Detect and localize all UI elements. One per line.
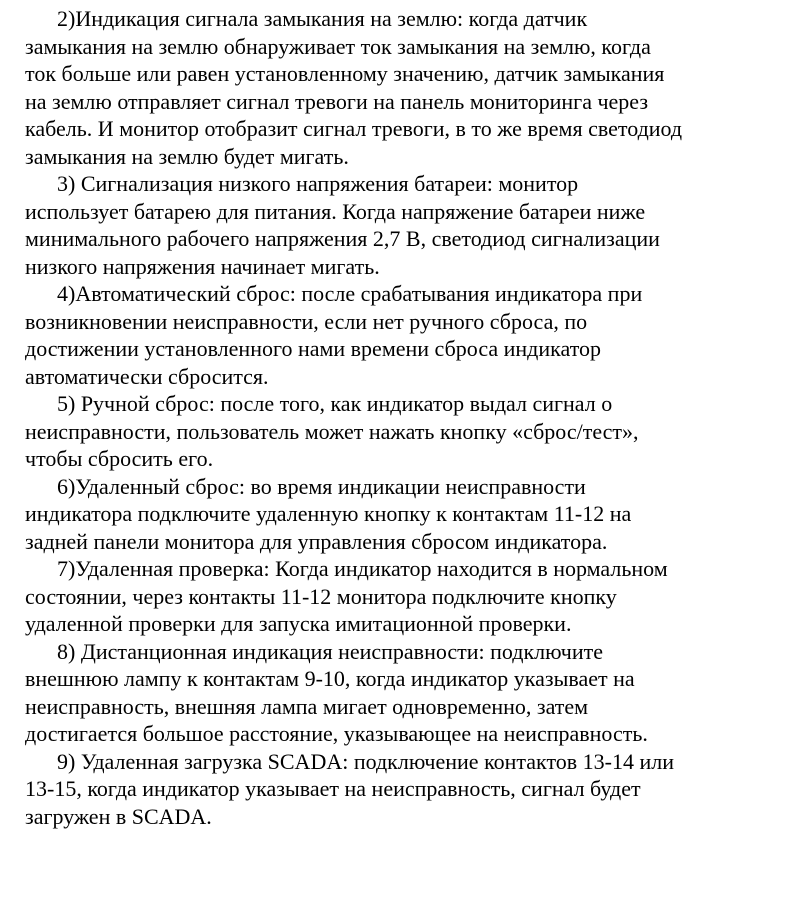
text-line: минимального рабочего напряжения 2,7 В, светодиод сигнализации — [25, 226, 660, 251]
text-line: низкого напряжения начинает мигать. — [25, 253, 380, 279]
text-line: чтобы сбросить его. — [25, 446, 214, 471]
text-line: на землю отправляет сигнал тревоги на панель мониторинга через — [25, 88, 649, 114]
text-line: использует батарею для питания. Когда напряжение батареи ниже — [25, 198, 646, 224]
text-line: ток больше или равен установленному значению, датчик замыкания — [25, 61, 665, 86]
text-line: автоматически сбросится. — [25, 363, 269, 389]
paragraph-item-3 — [25, 170, 781, 280]
text-line: 13-15, когда индикатор указывает на неисправность, сигнал будет — [25, 776, 641, 801]
document-body — [25, 5, 781, 830]
text-line: 6)Удаленный сброс: во время индикации неисправности — [57, 473, 586, 499]
paragraph-item-7 — [25, 555, 781, 638]
text-line: возникновении неисправности, если нет ручного сброса, по — [25, 308, 588, 334]
paragraph-item-2 — [25, 5, 781, 170]
text-line: достижении установленного нами времени сброса индикатор — [25, 336, 602, 361]
text-line: 4)Автоматический сброс: после срабатывания индикатора при — [57, 281, 643, 306]
text-line: 7)Удаленная проверка: Когда индикатор находится в нормальном — [57, 556, 668, 581]
text-line: загружен в SCADA. — [25, 803, 212, 829]
text-line: 3) Сигнализация низкого напряжения батареи: монитор — [57, 171, 579, 196]
text-line: неисправность, внешняя лампа мигает одновременно, затем — [25, 693, 589, 719]
text-line: внешнюю лампу к контактам 9-10, когда индикатор указывает на — [25, 666, 635, 691]
text-line: 2)Индикация сигнала замыкания на землю: когда датчик — [57, 6, 588, 31]
text-line: удаленной проверки для запуска имитационной проверки. — [25, 611, 572, 636]
text-line: состоянии, через контакты 11-12 монитора подключите кнопку — [25, 583, 617, 609]
paragraph-item-5 — [25, 390, 781, 473]
text-line: кабель. И монитор отобразит сигнал тревоги, в то же время светодиод — [25, 116, 683, 141]
text-line: 8) Дистанционная индикация неисправности: подключите — [57, 638, 603, 664]
text-line: достигается большое расстояние, указывающее на неисправность. — [25, 721, 648, 746]
text-line: неисправности, пользователь может нажать кнопку «сброс/тест», — [25, 418, 639, 444]
text-line: 9) Удаленная загрузка SCADA: подключение контактов 13-14 или — [57, 748, 675, 774]
paragraph-item-8 — [25, 638, 781, 748]
text-line: 5) Ручной сброс: после того, как индикатор выдал сигнал о — [57, 391, 613, 416]
paragraph-item-6 — [25, 473, 781, 556]
text-line: задней панели монитора для управления сбросом индикатора. — [25, 528, 608, 554]
text-line: замыкания на землю будет мигать. — [25, 143, 349, 169]
paragraph-item-9 — [25, 748, 781, 831]
text-line: индикатора подключите удаленную кнопку к контактам 11-12 на — [25, 501, 632, 526]
paragraph-item-4 — [25, 280, 781, 390]
text-line: замыкания на землю обнаруживает ток замыкания на землю, когда — [25, 33, 651, 59]
